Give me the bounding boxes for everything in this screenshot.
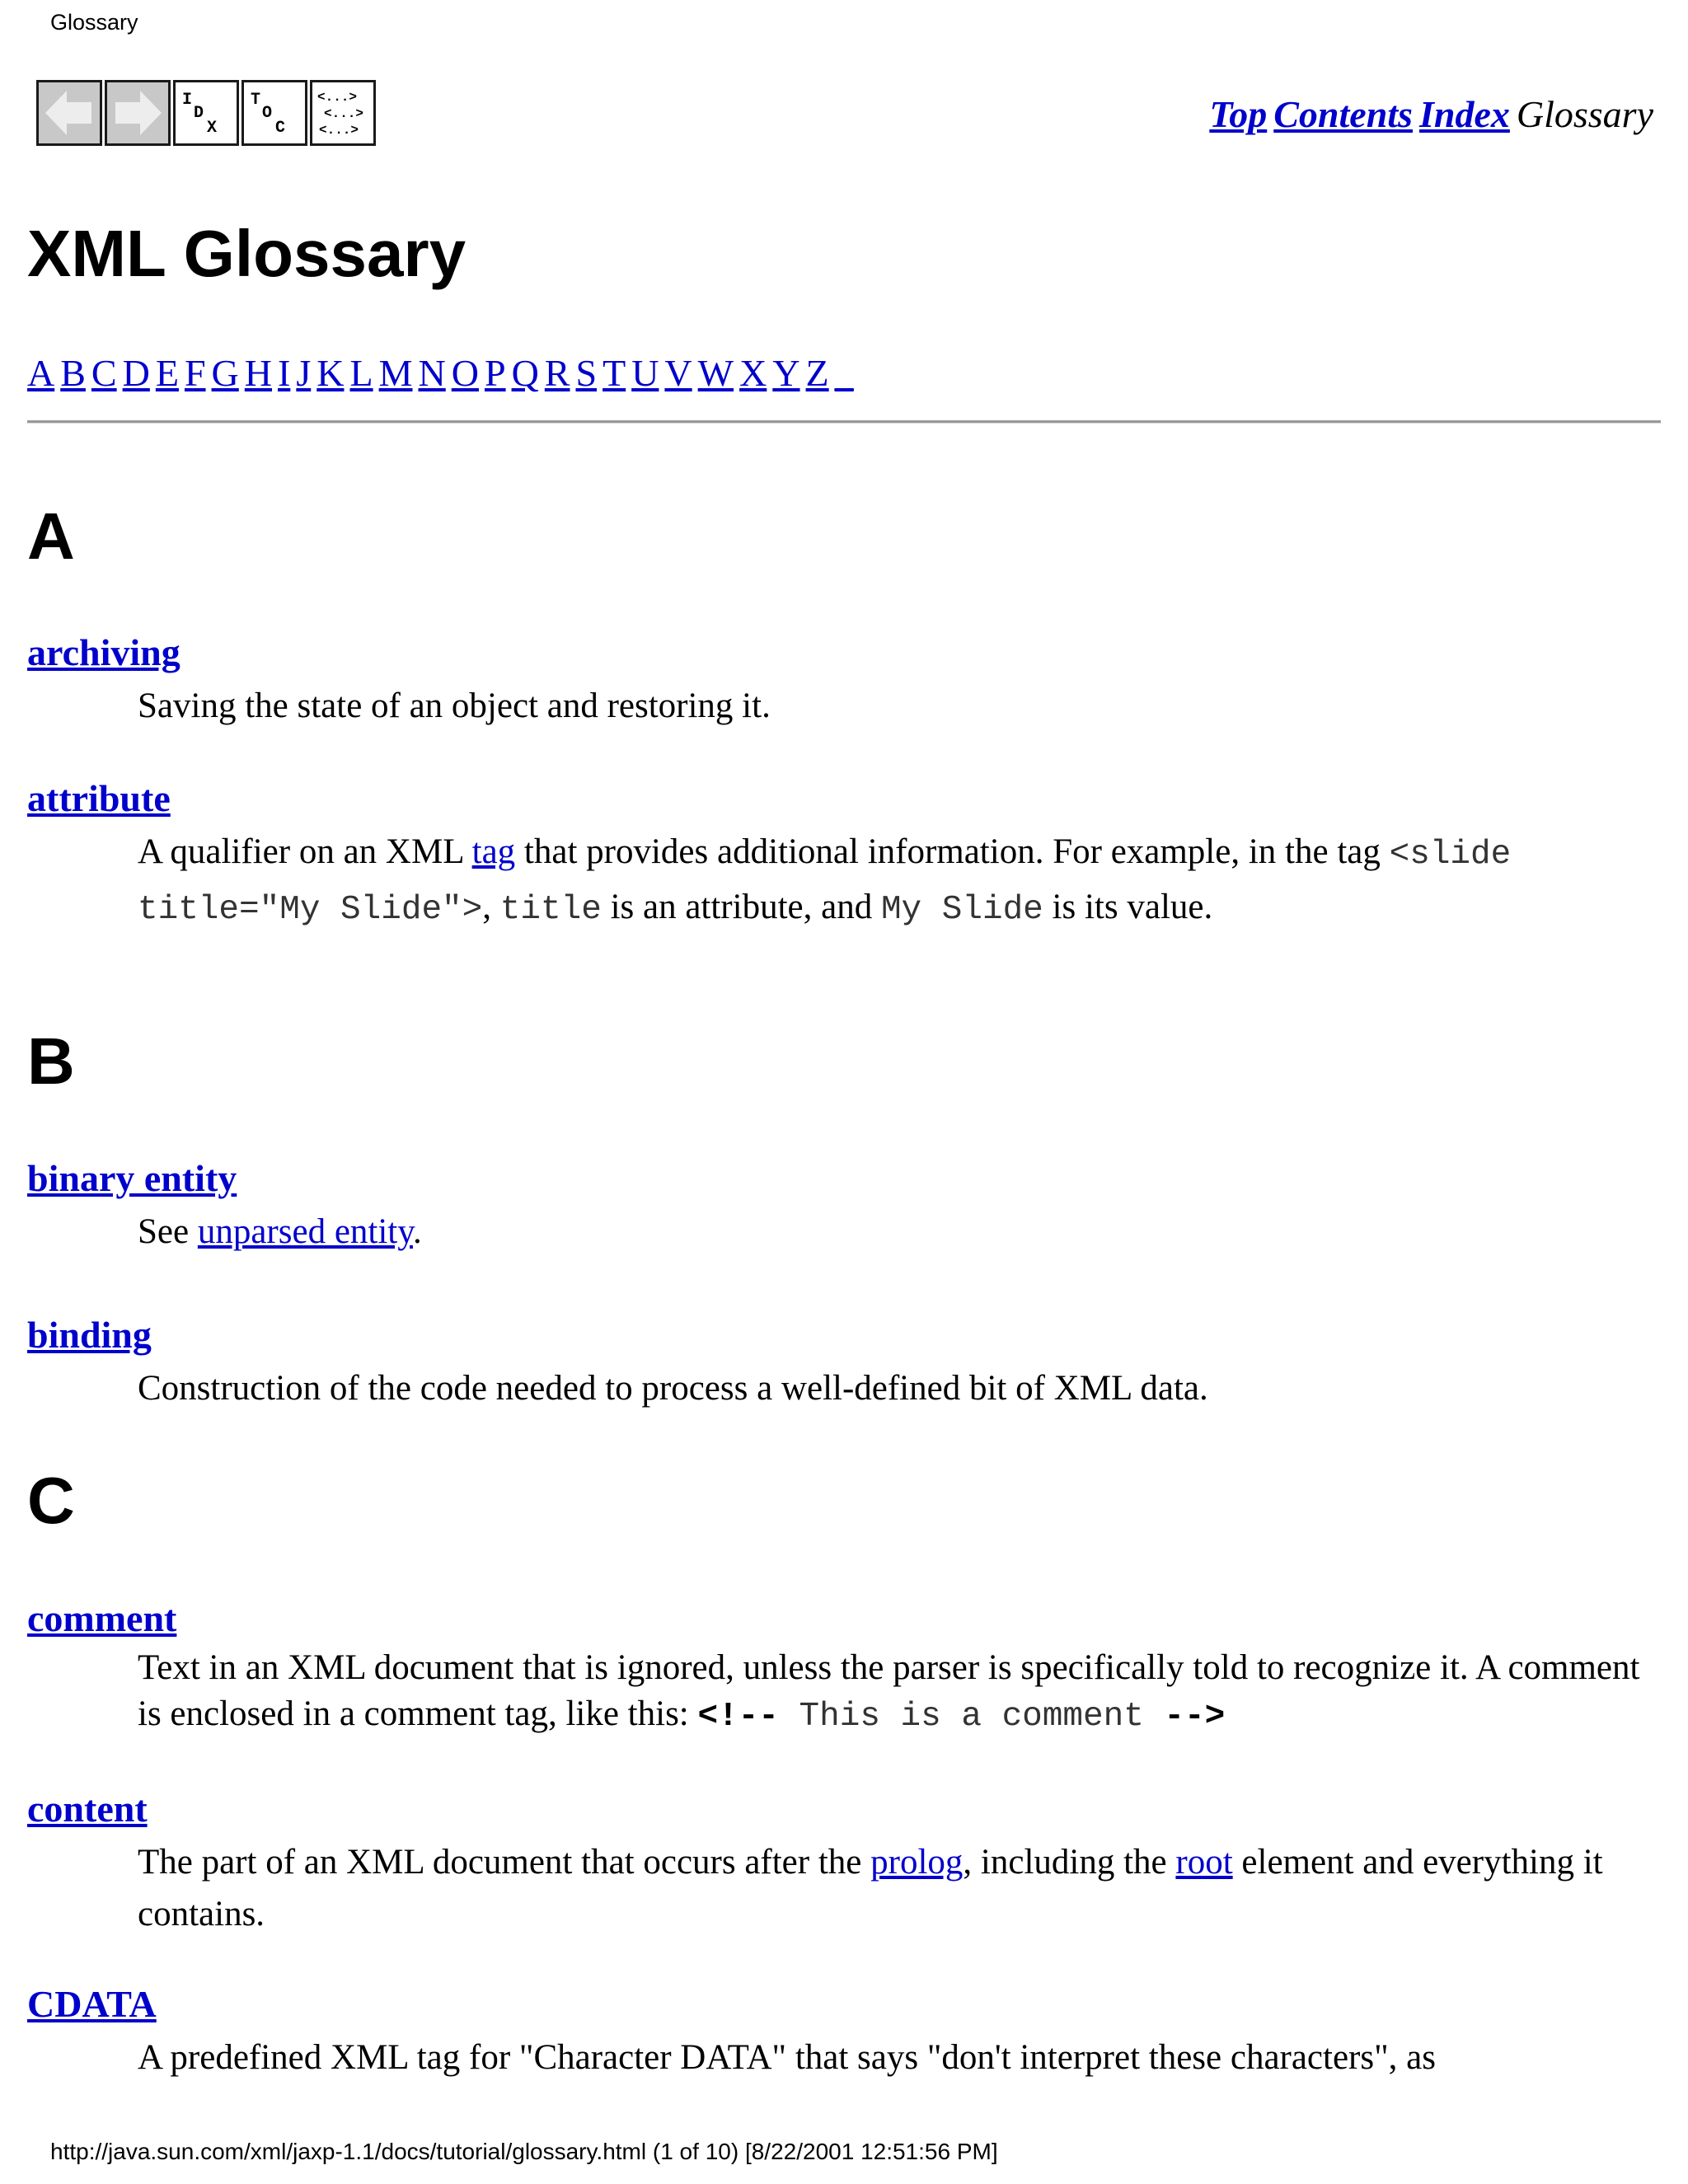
nav-toolbar — [36, 80, 376, 146]
definition-text: that provides additional information. For example, in the tag — [515, 832, 1390, 871]
definition-text: See — [138, 1212, 198, 1251]
next-button[interactable] — [105, 80, 171, 146]
definition-archiving: Saving the state of an object and restoring it. — [138, 687, 771, 725]
definition-text: is an attribute, and — [601, 888, 881, 926]
term-link[interactable]: binding — [27, 1314, 152, 1356]
alpha-link-m[interactable]: M — [378, 352, 413, 394]
definition-comment — [138, 1645, 1671, 1740]
svg-text:<...>: <...> — [317, 90, 358, 105]
alpha-link-h[interactable]: H — [244, 352, 273, 394]
definition-attribute — [138, 826, 1654, 936]
alpha-link-l[interactable]: L — [349, 352, 373, 394]
definition-cdata: A predefined XML tag for "Character DATA" that says "don't interpret these characters", as — [138, 2038, 1436, 2077]
root-link[interactable]: root — [1175, 1843, 1233, 1882]
alpha-link-t[interactable]: T — [603, 352, 626, 394]
alphabet-index — [27, 351, 860, 395]
svg-text:X: X — [207, 119, 218, 138]
term-link[interactable]: CDATA — [27, 1983, 157, 2025]
code-example: <!-- — [697, 1698, 779, 1736]
index-link[interactable]: Index — [1418, 93, 1510, 135]
alpha-link-underscore[interactable]: _ — [834, 352, 854, 394]
code-example: --> — [1164, 1698, 1226, 1736]
definition-text: A qualifier on an XML — [138, 832, 472, 871]
index-button[interactable] — [173, 80, 239, 146]
term-link[interactable]: comment — [27, 1597, 177, 1639]
top-link[interactable]: Top — [1209, 93, 1268, 135]
alpha-link-u[interactable]: U — [631, 352, 659, 394]
alpha-link-r[interactable]: R — [544, 352, 570, 394]
svg-text:<...>: <...> — [324, 106, 364, 121]
definition-content — [138, 1836, 1671, 1940]
section-heading-b: B — [27, 1024, 75, 1098]
alpha-link-i[interactable]: I — [278, 352, 291, 394]
code-example: title — [499, 891, 602, 929]
alpha-link-b[interactable]: B — [60, 352, 86, 394]
alpha-link-v[interactable]: V — [664, 352, 692, 394]
page-footer-url: http://java.sun.com/xml/jaxp-1.1/docs/tutorial/glossary.html (1 of 10) [8/22/2001 12:51:56 PM] — [50, 2139, 998, 2164]
top-nav-links — [1203, 92, 1653, 136]
xml-brackets-icon — [314, 84, 372, 142]
alpha-link-z[interactable]: Z — [805, 352, 829, 394]
term-comment — [27, 1596, 176, 1640]
alpha-link-g[interactable]: G — [211, 352, 239, 394]
definition-text: , — [482, 888, 500, 926]
definition-text: Text in an XML document that is ignored, unless the parser is specifically told to recognize it. A comment is enclosed in a comment tag, like this: — [138, 1648, 1640, 1733]
section-heading-c: C — [27, 1464, 75, 1537]
page-header-title: Glossary — [50, 10, 138, 35]
section-heading-a: A — [27, 499, 75, 573]
svg-text:I: I — [182, 91, 193, 110]
svg-text:T: T — [251, 91, 261, 110]
tag-link[interactable]: tag — [471, 832, 516, 871]
svg-text:C: C — [275, 119, 286, 138]
code-example: This is a comment — [778, 1698, 1165, 1736]
term-link[interactable]: attribute — [27, 777, 171, 819]
term-archiving — [27, 630, 181, 674]
alpha-link-n[interactable]: N — [418, 352, 446, 394]
alpha-link-s[interactable]: S — [575, 352, 598, 394]
svg-text:<...>: <...> — [319, 123, 359, 138]
term-link[interactable]: archiving — [27, 631, 181, 673]
prolog-link[interactable]: prolog — [870, 1843, 964, 1882]
term-cdata — [27, 1982, 157, 2026]
unparsed-entity-link[interactable]: unparsed entity — [197, 1212, 413, 1251]
contents-link[interactable]: Contents — [1273, 93, 1413, 135]
term-link[interactable]: content — [27, 1788, 148, 1830]
xml-button[interactable] — [310, 80, 376, 146]
definition-text: The part of an XML document that occurs after the — [138, 1843, 871, 1882]
term-link[interactable]: binary entity — [27, 1157, 237, 1199]
alpha-link-x[interactable]: X — [739, 352, 767, 394]
definition-text: , including the — [963, 1843, 1176, 1882]
term-binding — [27, 1313, 152, 1357]
definition-text: is its value. — [1043, 888, 1213, 926]
term-content — [27, 1787, 148, 1830]
alpha-link-q[interactable]: Q — [511, 352, 539, 394]
code-example: <slide title="My Slide"> — [138, 836, 1512, 929]
left-arrow-icon — [40, 84, 98, 142]
definition-binding: Construction of the code needed to process a well-defined bit of XML data. — [138, 1369, 1208, 1408]
alpha-link-j[interactable]: J — [296, 352, 312, 394]
svg-text:D: D — [194, 104, 204, 123]
toc-button[interactable] — [241, 80, 307, 146]
alpha-link-w[interactable]: W — [697, 352, 734, 394]
term-binary-entity — [27, 1156, 237, 1200]
alpha-link-o[interactable]: O — [451, 352, 479, 394]
alpha-link-p[interactable]: P — [484, 352, 506, 394]
page-title: XML Glossary — [27, 217, 467, 290]
alpha-link-a[interactable]: A — [27, 352, 55, 394]
current-page-label: Glossary — [1516, 93, 1653, 135]
right-arrow-icon — [109, 84, 166, 142]
definition-binary-entity — [138, 1206, 1671, 1258]
svg-text:O: O — [262, 104, 273, 123]
alpha-link-e[interactable]: E — [155, 352, 179, 394]
alpha-link-k[interactable]: K — [316, 352, 345, 394]
prev-button[interactable] — [36, 80, 102, 146]
term-attribute — [27, 776, 171, 820]
alpha-link-y[interactable]: Y — [772, 352, 800, 394]
definition-text: element and everything it contains. — [138, 1843, 1603, 1933]
alpha-link-c[interactable]: C — [91, 352, 117, 394]
definition-text: . — [412, 1212, 422, 1251]
idx-icon — [177, 84, 235, 142]
horizontal-rule — [27, 420, 1661, 424]
alpha-link-f[interactable]: F — [184, 352, 206, 394]
code-example: My Slide — [880, 891, 1043, 929]
toc-icon — [246, 84, 303, 142]
alpha-link-d[interactable]: D — [122, 352, 150, 394]
